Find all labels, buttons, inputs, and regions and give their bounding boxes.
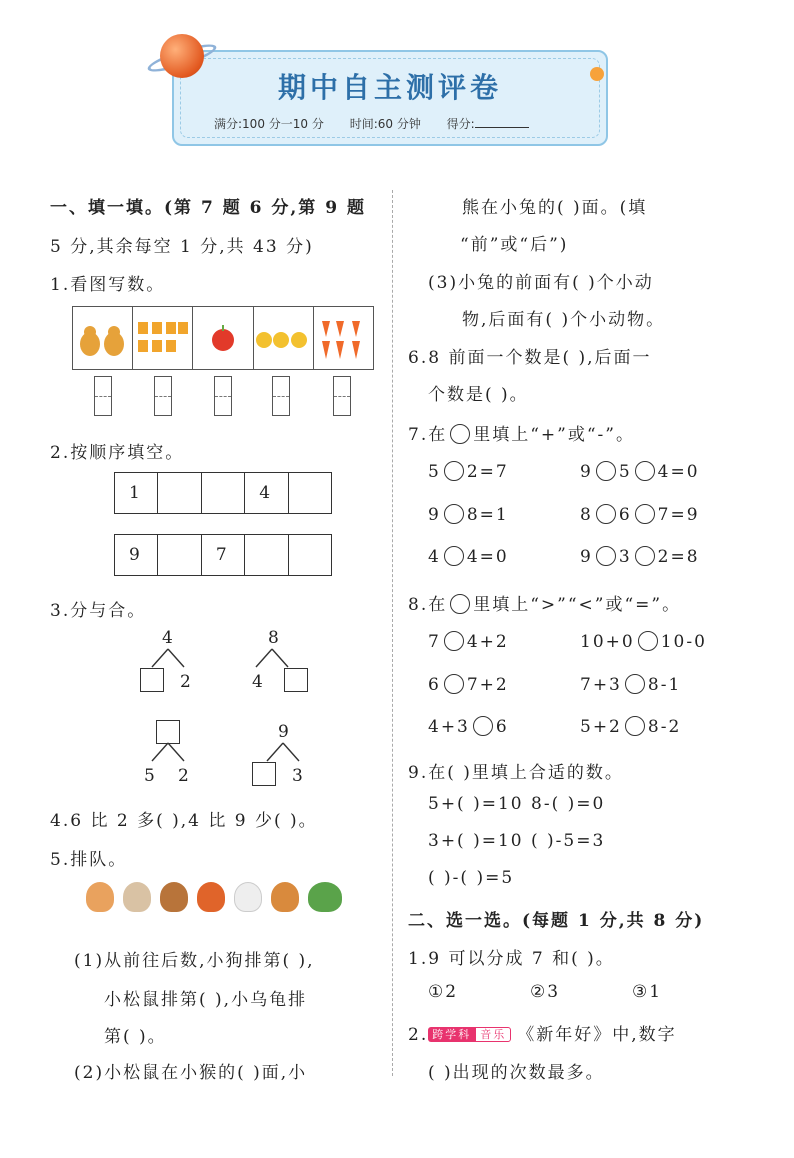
seq-cell: 9 — [115, 535, 158, 575]
bear-icon — [271, 882, 299, 912]
answer-circle[interactable] — [625, 674, 645, 694]
split-a-top: 4 — [162, 628, 175, 648]
q3-text: 3.分与合。 — [50, 601, 147, 621]
answer-circle[interactable] — [444, 461, 464, 481]
split-c-box[interactable] — [156, 720, 180, 744]
picture-count-box — [72, 306, 374, 370]
sequence-row-2 — [114, 534, 332, 576]
q2-text: 2.按顺序填空。 — [50, 443, 185, 463]
seq-cell[interactable] — [202, 473, 245, 513]
seq-cell[interactable] — [158, 535, 201, 575]
answer-circle[interactable] — [635, 461, 655, 481]
answer-circle[interactable] — [596, 461, 616, 481]
q7-text: 7.在 里填上“+”或“-”。 — [408, 425, 635, 445]
q6-line2: 个数是( )。 — [428, 385, 529, 405]
q7-row-2b: 8 6 7=9 — [580, 505, 700, 525]
q9-row-1: 5+( )=10 8-( )=0 — [428, 794, 606, 814]
chicks-cell — [254, 307, 314, 369]
answer-circle[interactable] — [473, 716, 493, 736]
answer-box-2[interactable] — [154, 376, 172, 416]
s2-q2-text: 2. 跨学科 音乐 《新年好》中,数字 — [408, 1025, 677, 1045]
q1-text: 1.看图写数。 — [50, 275, 166, 295]
s2-q2-line2: ( )出现的次数最多。 — [428, 1063, 605, 1083]
q5-3-line1: (3)小兔的前面有( )个小动 — [428, 273, 654, 293]
q5-2-line1: (2)小松鼠在小猴的( )面,小 — [74, 1063, 308, 1083]
q8-row-2: 6 7+2 — [428, 675, 509, 695]
turtle-icon — [308, 882, 342, 912]
q5-1-line1: (1)从前往后数,小狗排第( ), — [74, 951, 315, 971]
answer-circle[interactable] — [444, 504, 464, 524]
answer-circle[interactable] — [635, 546, 655, 566]
animal-queue — [86, 882, 351, 916]
seq-cell[interactable] — [289, 473, 331, 513]
apple-cell — [193, 307, 253, 369]
section1-title: 一、填一填。(第 7 题 6 分,第 9 题 — [50, 198, 366, 218]
q5-1-line2: 小松鼠排第( ),小乌龟排 — [104, 990, 308, 1010]
dog-icon — [123, 882, 151, 912]
pears-cell — [73, 307, 133, 369]
answer-box-3[interactable] — [214, 376, 232, 416]
q4-text: 4.6 比 2 多( ),4 比 9 少( )。 — [50, 811, 318, 831]
circle-icon — [450, 594, 470, 614]
q5-text: 5.排队。 — [50, 850, 128, 870]
cup-icon — [136, 318, 190, 358]
split-a-box[interactable] — [140, 668, 164, 692]
exam-info — [214, 115, 573, 132]
answer-circle[interactable] — [625, 716, 645, 736]
answer-circle[interactable] — [596, 546, 616, 566]
split-a-right: 2 — [180, 672, 193, 692]
q7-row-1: 5 2=7 — [428, 462, 509, 482]
answer-circle[interactable] — [444, 631, 464, 651]
answer-circle[interactable] — [635, 504, 655, 524]
s2-q1-opt1[interactable]: ①2 — [428, 982, 459, 1002]
pear-icon — [78, 318, 128, 358]
answer-box-5[interactable] — [333, 376, 351, 416]
q8-row-2b: 7+3 8-1 — [580, 675, 682, 695]
split-c-left: 5 — [144, 766, 157, 786]
answer-circle[interactable] — [444, 546, 464, 566]
q6-line1: 6.8 前面一个数是( ),后面一 — [408, 348, 652, 368]
q5-2-line3: “前”或“后”) — [460, 235, 569, 255]
q7-row-3: 4 4=0 — [428, 547, 509, 567]
s2-q1-text: 1.9 可以分成 7 和( )。 — [408, 949, 615, 969]
q9-row-3: ( )-( )=5 — [428, 868, 515, 888]
q7-row-3b: 9 3 2=8 — [580, 547, 700, 567]
section2-title: 二、选一选。(每题 1 分,共 8 分) — [408, 911, 705, 931]
q9-row-2: 3+( )=10 ( )-5=3 — [428, 831, 606, 851]
score-label: 得分: — [447, 117, 551, 131]
q8-row-1b: 10+0 10-0 — [580, 632, 707, 652]
carrots-cell — [314, 307, 373, 369]
split-d-box[interactable] — [252, 762, 276, 786]
seq-cell[interactable] — [245, 535, 288, 575]
apple-icon — [208, 323, 238, 353]
answer-circle[interactable] — [638, 631, 658, 651]
q8-row-3: 4+3 6 — [428, 717, 509, 737]
exam-time: 时间:60 分钟 — [349, 117, 421, 131]
monkey-icon — [160, 882, 188, 912]
cross-subject-tag: 跨学科 音乐 — [428, 1026, 511, 1042]
section1-title-cont: 5 分,其余每空 1 分,共 43 分) — [50, 237, 314, 257]
seq-cell: 1 — [115, 473, 158, 513]
decorative-dot-icon — [590, 67, 604, 81]
q5-2-line2: 熊在小兔的( )面。(填 — [462, 198, 648, 218]
answer-box-4[interactable] — [272, 376, 290, 416]
split-d-top: 9 — [278, 722, 291, 742]
answer-circle[interactable] — [596, 504, 616, 524]
circle-icon — [450, 424, 470, 444]
q8-text: 8.在 里填上“>”“<”或“=”。 — [408, 595, 682, 615]
carrot-icon — [316, 313, 370, 363]
title-banner — [172, 50, 608, 146]
rabbit-icon — [234, 882, 262, 912]
s2-q1-opt3[interactable]: ③1 — [632, 982, 663, 1002]
score-blank[interactable] — [475, 118, 529, 128]
sequence-row-1 — [114, 472, 332, 514]
q9-text: 9.在( )里填上合适的数。 — [408, 763, 624, 783]
q7-row-2: 9 8=1 — [428, 505, 509, 525]
answer-circle[interactable] — [444, 674, 464, 694]
cat-icon — [86, 882, 114, 912]
q8-row-1: 7 4+2 — [428, 632, 509, 652]
column-divider — [392, 190, 393, 1076]
split-b-top: 8 — [268, 628, 281, 648]
split-c-right: 2 — [178, 766, 191, 786]
seq-cell[interactable] — [158, 473, 201, 513]
q7-row-1b: 9 5 4=0 — [580, 462, 700, 482]
cups-cell — [133, 307, 193, 369]
q5-3-line2: 物,后面有( )个小动物。 — [462, 310, 666, 330]
seq-cell: 7 — [202, 535, 245, 575]
s2-q1-opt2[interactable]: ②3 — [530, 982, 561, 1002]
chick-icon — [255, 320, 311, 356]
answer-box-1[interactable] — [94, 376, 112, 416]
full-score: 满分:100 分一10 分 — [214, 117, 324, 131]
q8-row-3b: 5+2 8-2 — [580, 717, 682, 737]
page-title: 期中自主测评卷 — [277, 71, 502, 104]
q5-1-line3: 第( )。 — [104, 1027, 167, 1047]
seq-cell: 4 — [245, 473, 288, 513]
planet-icon — [160, 34, 204, 78]
split-d-right: 3 — [292, 766, 305, 786]
squirrel-icon — [197, 882, 225, 912]
split-b-box[interactable] — [284, 668, 308, 692]
split-lines — [130, 625, 360, 795]
seq-cell[interactable] — [289, 535, 331, 575]
split-b-left: 4 — [252, 672, 265, 692]
